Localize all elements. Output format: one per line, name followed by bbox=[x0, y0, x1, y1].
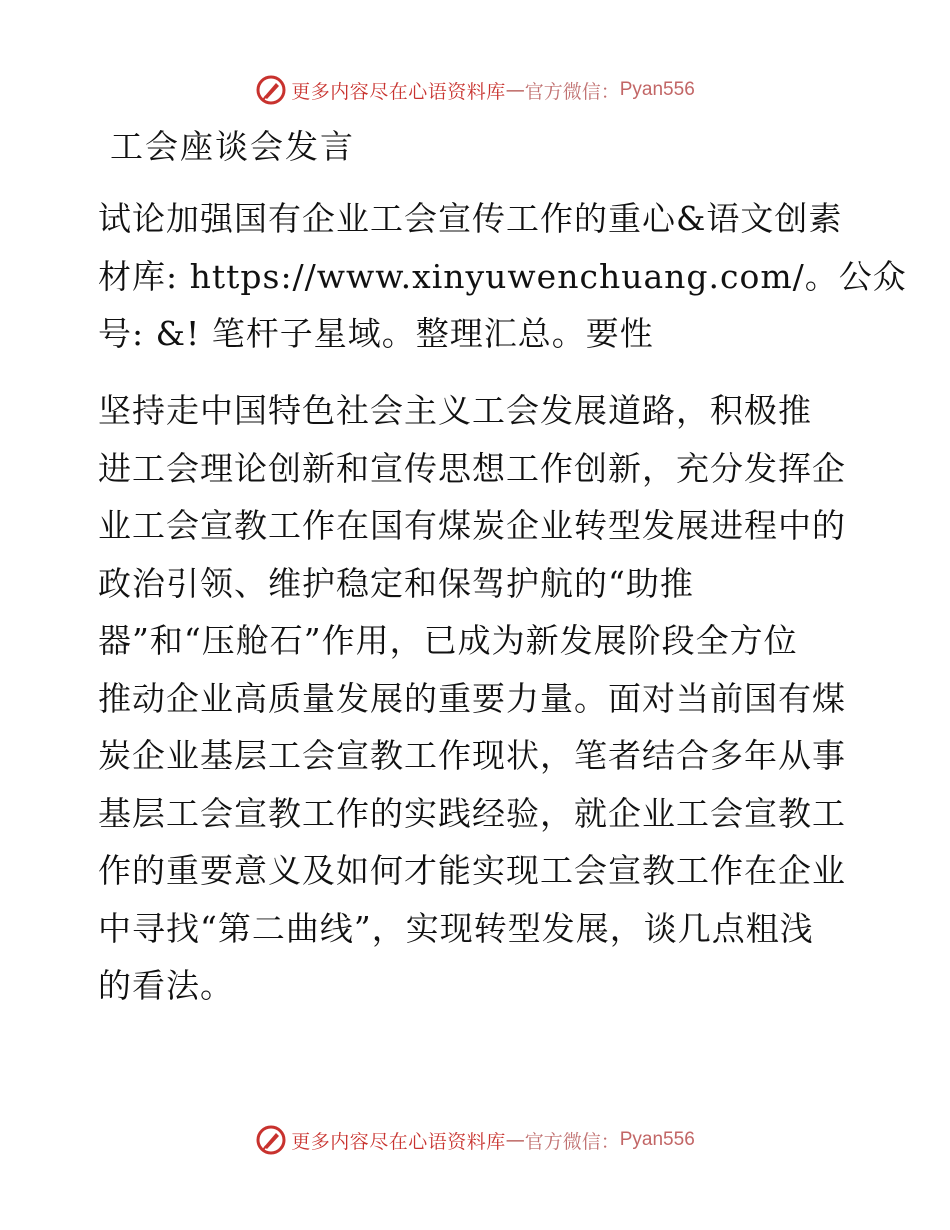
paragraph-line: 材库: https://www.xinyuwenchuang.com/。公众 bbox=[98, 256, 907, 296]
banner-sub-text: 官方微信： bbox=[524, 1130, 620, 1153]
banner-separator: — bbox=[505, 1129, 525, 1151]
header-banner bbox=[0, 70, 950, 110]
paragraph-line: 炭企业基层工会宣教工作现状，笔者结合多年从事 bbox=[98, 736, 846, 775]
paragraph-1 bbox=[98, 190, 907, 363]
paragraph-line: 坚持走中国特色社会主义工会发展道路，积极推 bbox=[98, 391, 812, 430]
document-title: 工会座谈会发言 bbox=[110, 127, 355, 166]
paragraph-line: 中寻找“第二曲线”，实现转型发展，谈几点粗浅 bbox=[98, 908, 814, 948]
paragraph-line: 号: &! 笔杆子星域。整理汇总。要性 bbox=[98, 314, 654, 353]
quill-pen-logo-icon bbox=[255, 74, 287, 106]
banner-account: Pyan556 bbox=[619, 79, 695, 100]
paragraph-line: 政治引领、维护稳定和保驾护航的“助推 bbox=[98, 563, 694, 603]
paragraph-line: 推动企业高质量发展的重要力量。面对当前国有煤 bbox=[98, 678, 846, 718]
paragraph-line: 试论加强国有企业工会宣传工作的重心&语文创素 bbox=[98, 199, 843, 238]
paragraph-2 bbox=[98, 382, 858, 1015]
quill-pen-logo-icon bbox=[255, 1124, 287, 1156]
paragraph-line: 作的重要意义及如何才能实现工会宣教工作在企业 bbox=[98, 851, 846, 890]
banner-main-text: 更多内容尽在心语资料库 bbox=[291, 1130, 506, 1153]
banner-account: Pyan556 bbox=[619, 1129, 695, 1150]
paragraph-line: 的看法。 bbox=[98, 966, 234, 1005]
banner-sub-text: 官方微信： bbox=[524, 80, 620, 103]
paragraph-line: 进工会理论创新和宣传思想工作创新，充分发挥企 bbox=[98, 448, 846, 488]
paragraph-line: 基层工会宣教工作的实践经验，就企业工会宣教工 bbox=[98, 793, 846, 833]
banner-separator: — bbox=[505, 79, 525, 101]
paragraph-line: 业工会宣教工作在国有煤炭企业转型发展进程中的 bbox=[98, 506, 846, 545]
footer-banner bbox=[0, 1120, 950, 1160]
banner-main-text: 更多内容尽在心语资料库 bbox=[291, 80, 506, 103]
paragraph-line: 器”和“压舱石”作用，已成为新发展阶段全方位 bbox=[98, 621, 798, 660]
